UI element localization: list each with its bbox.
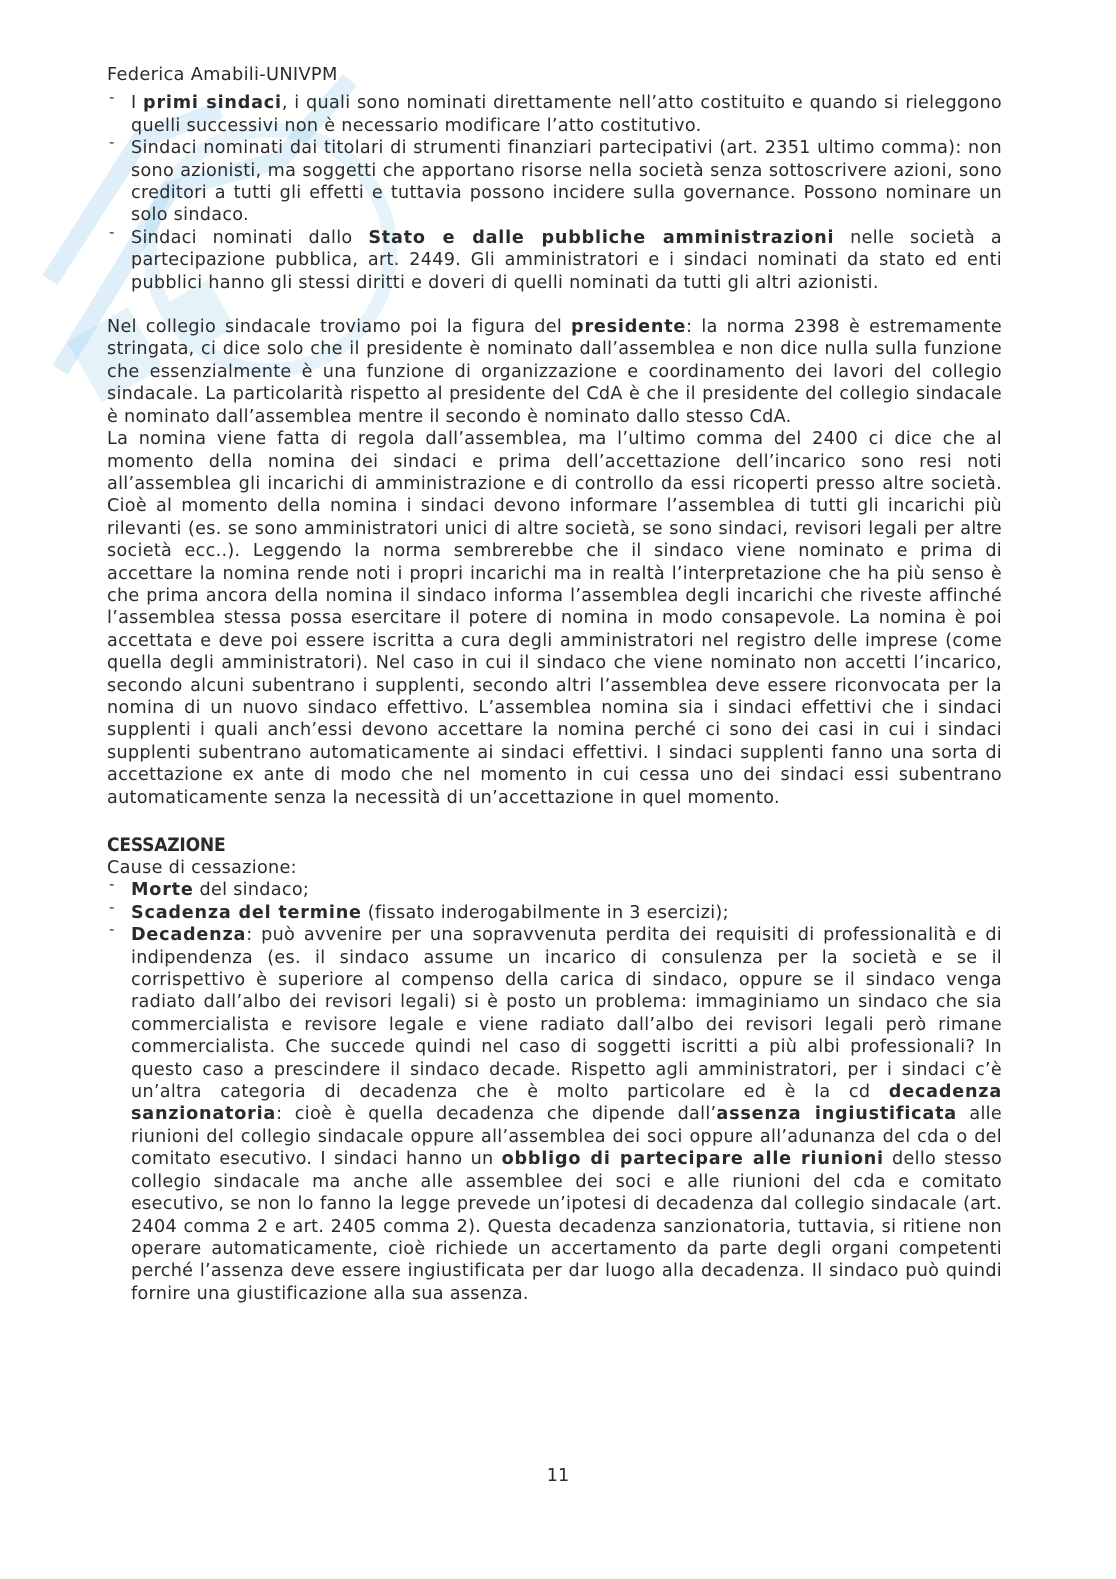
page-number: 11	[546, 1466, 570, 1486]
nomination-paragraph: La nomina viene fatta di regola dall’assemblea, ma l’ultimo comma del 2400 ci dice che al momento della nomina dei sindaci e prima dell’accettazione dell’incarico sono resi noti all’assemblea gli incarichi di amministrazione e di controllo da essi ricoperti presso altre società. Cioè al momento della nomina i sindaci devono informare l’assemblea di tutti gli incarichi più rilevanti (es. se sono amministratori unici di altre società, se sono sindaci, revisori legali per altre società ecc..). Leggendo la norma sembrerebbe che il sindaco viene nominato e prima di accettare la nomina rende noti i propri incarichi ma in realtà l’interpretazione che ha più senso è che prima ancora della nomina il sindaco informa l’assemblea degli incarichi che riveste affinché l’assemblea stessa possa esercitare il potere di nomina in modo consapevole. La nomina è poi accettata e deve poi essere iscritta a cura degli amministratori nel registro delle imprese (come quella degli amministratori). Nel caso in cui il sindaco che viene nominato non accetti l’incarico, secondo alcuni subentrano i supplenti, secondo altri l’assemblea deve essere riconvocata per la nomina di un nuovo sindaco effettivo. L’assemblea nomina sia i sindaci effettivi che i sindaci supplenti i quali anch’essi devono accettare la nomina perché ci sono dei casi in cui i sindaci supplenti subentrano automaticamente ai sindaci effettivi. I sindaci supplenti fanno una sorta di accettazione ex ante di modo che nel momento in cui cessa uno dei sindaci essi subentrano automaticamente senza la necessità di un’accettazione in quel momento.	[107, 429, 1002, 808]
list-item: - Decadenza: può avvenire per una sopravvenuta perdita dei requisiti di professionalità e di indipendenza (es. il sindaco assume un incarico di consulenza per la società e se il corrispettivo è superiore al compenso della carica di sindaco, oppure se il sindaco venga radiato dall’albo dei revisori legali) si è posto un problema: immaginiamo un sindaco che sia commercialista e revisore legale e viene radiato dall’albo dei revisori legali però rimane commercialista. Che succede quindi nel caso di soggetti iscritti a più albi professionali? In questo caso a prescindere il sindaco decade. Rispetto agli amministratori, per i sindaci c’è un’altra categoria di decadenza che è molto particolare ed è la cd decadenza sanzionatoria: cioè è quella decadenza che dipende dall’assenza ingiustificata alle riunioni del collegio sindacale oppure all’assemblea dei soci oppure all’adunanza del cda o del comitato esecutivo. I sindaci hanno un obbligo di partecipare alle riunioni dello stesso collegio sindacale ma anche alle assemblee dei soci e alle riunioni del cda e comitato esecutivo, se non lo fanno la legge prevede un’ipotesi di decadenza dal collegio sindacale (art. 2404 comma 2 e art. 2405 comma 2). Questa decadenza sanzionatoria, tuttavia, si ritiene non operare automaticamente, cioè richiede un accertamento da parte degli organi competenti perché l’assenza deve essere ingiustificata per dar luogo alla decadenza. Il sindaco può quindi fornire una giustificazione alla sua assenza.	[107, 924, 1002, 1305]
list-item: - I primi sindaci, i quali sono nominati direttamente nell’atto costituito e quando si rieleggono quelli successivi non è necessario modificare l’atto costitutivo.	[107, 92, 1002, 137]
list-item: - Morte del sindaco;	[107, 879, 1002, 901]
cessation-cause-list	[107, 879, 1002, 1305]
page-header: Federica Amabili-UNIVPM	[107, 64, 338, 85]
nomination-list	[107, 92, 1002, 294]
list-item: - Sindaci nominati dai titolari di strumenti finanziari partecipativi (art. 2351 ultimo comma): non sono azionisti, ma soggetti che apportano risorse nella società senza sottoscrivere azioni, sono creditori a tutti gli effetti e tuttavia possono incidere sulla governance. Possono nominare un solo sindaco.	[107, 137, 1002, 227]
section-title-cessazione: CESSAZIONE	[107, 834, 226, 856]
president-paragraph: Nel collegio sindacale troviamo poi la figura del presidente: la norma 2398 è estremamente stringata, ci dice solo che il presidente è nominato dall’assemblea e non dice nulla sulla funzione che essenzialmente è una funzione di organizzazione e coordinamento dei lavori del collegio sindacale. La particolarità rispetto al presidente del CdA è che il presidente del collegio sindacale è nominato dall’assemblea mentre il secondo è nominato dallo stesso CdA.	[107, 317, 1002, 427]
cause-intro: Cause di cessazione:	[107, 858, 297, 878]
list-item: - Sindaci nominati dallo Stato e dalle pubbliche amministrazioni nelle società a partecipazione pubblica, art. 2449. Gli amministratori e i sindaci nominati da stato ed enti pubblici hanno gli stessi diritti e doveri di quelli nominati da tutti gli altri azionisti.	[107, 227, 1002, 294]
document-page	[107, 64, 1002, 1305]
list-item: - Scadenza del termine (fissato inderogabilmente in 3 esercizi);	[107, 902, 1002, 924]
